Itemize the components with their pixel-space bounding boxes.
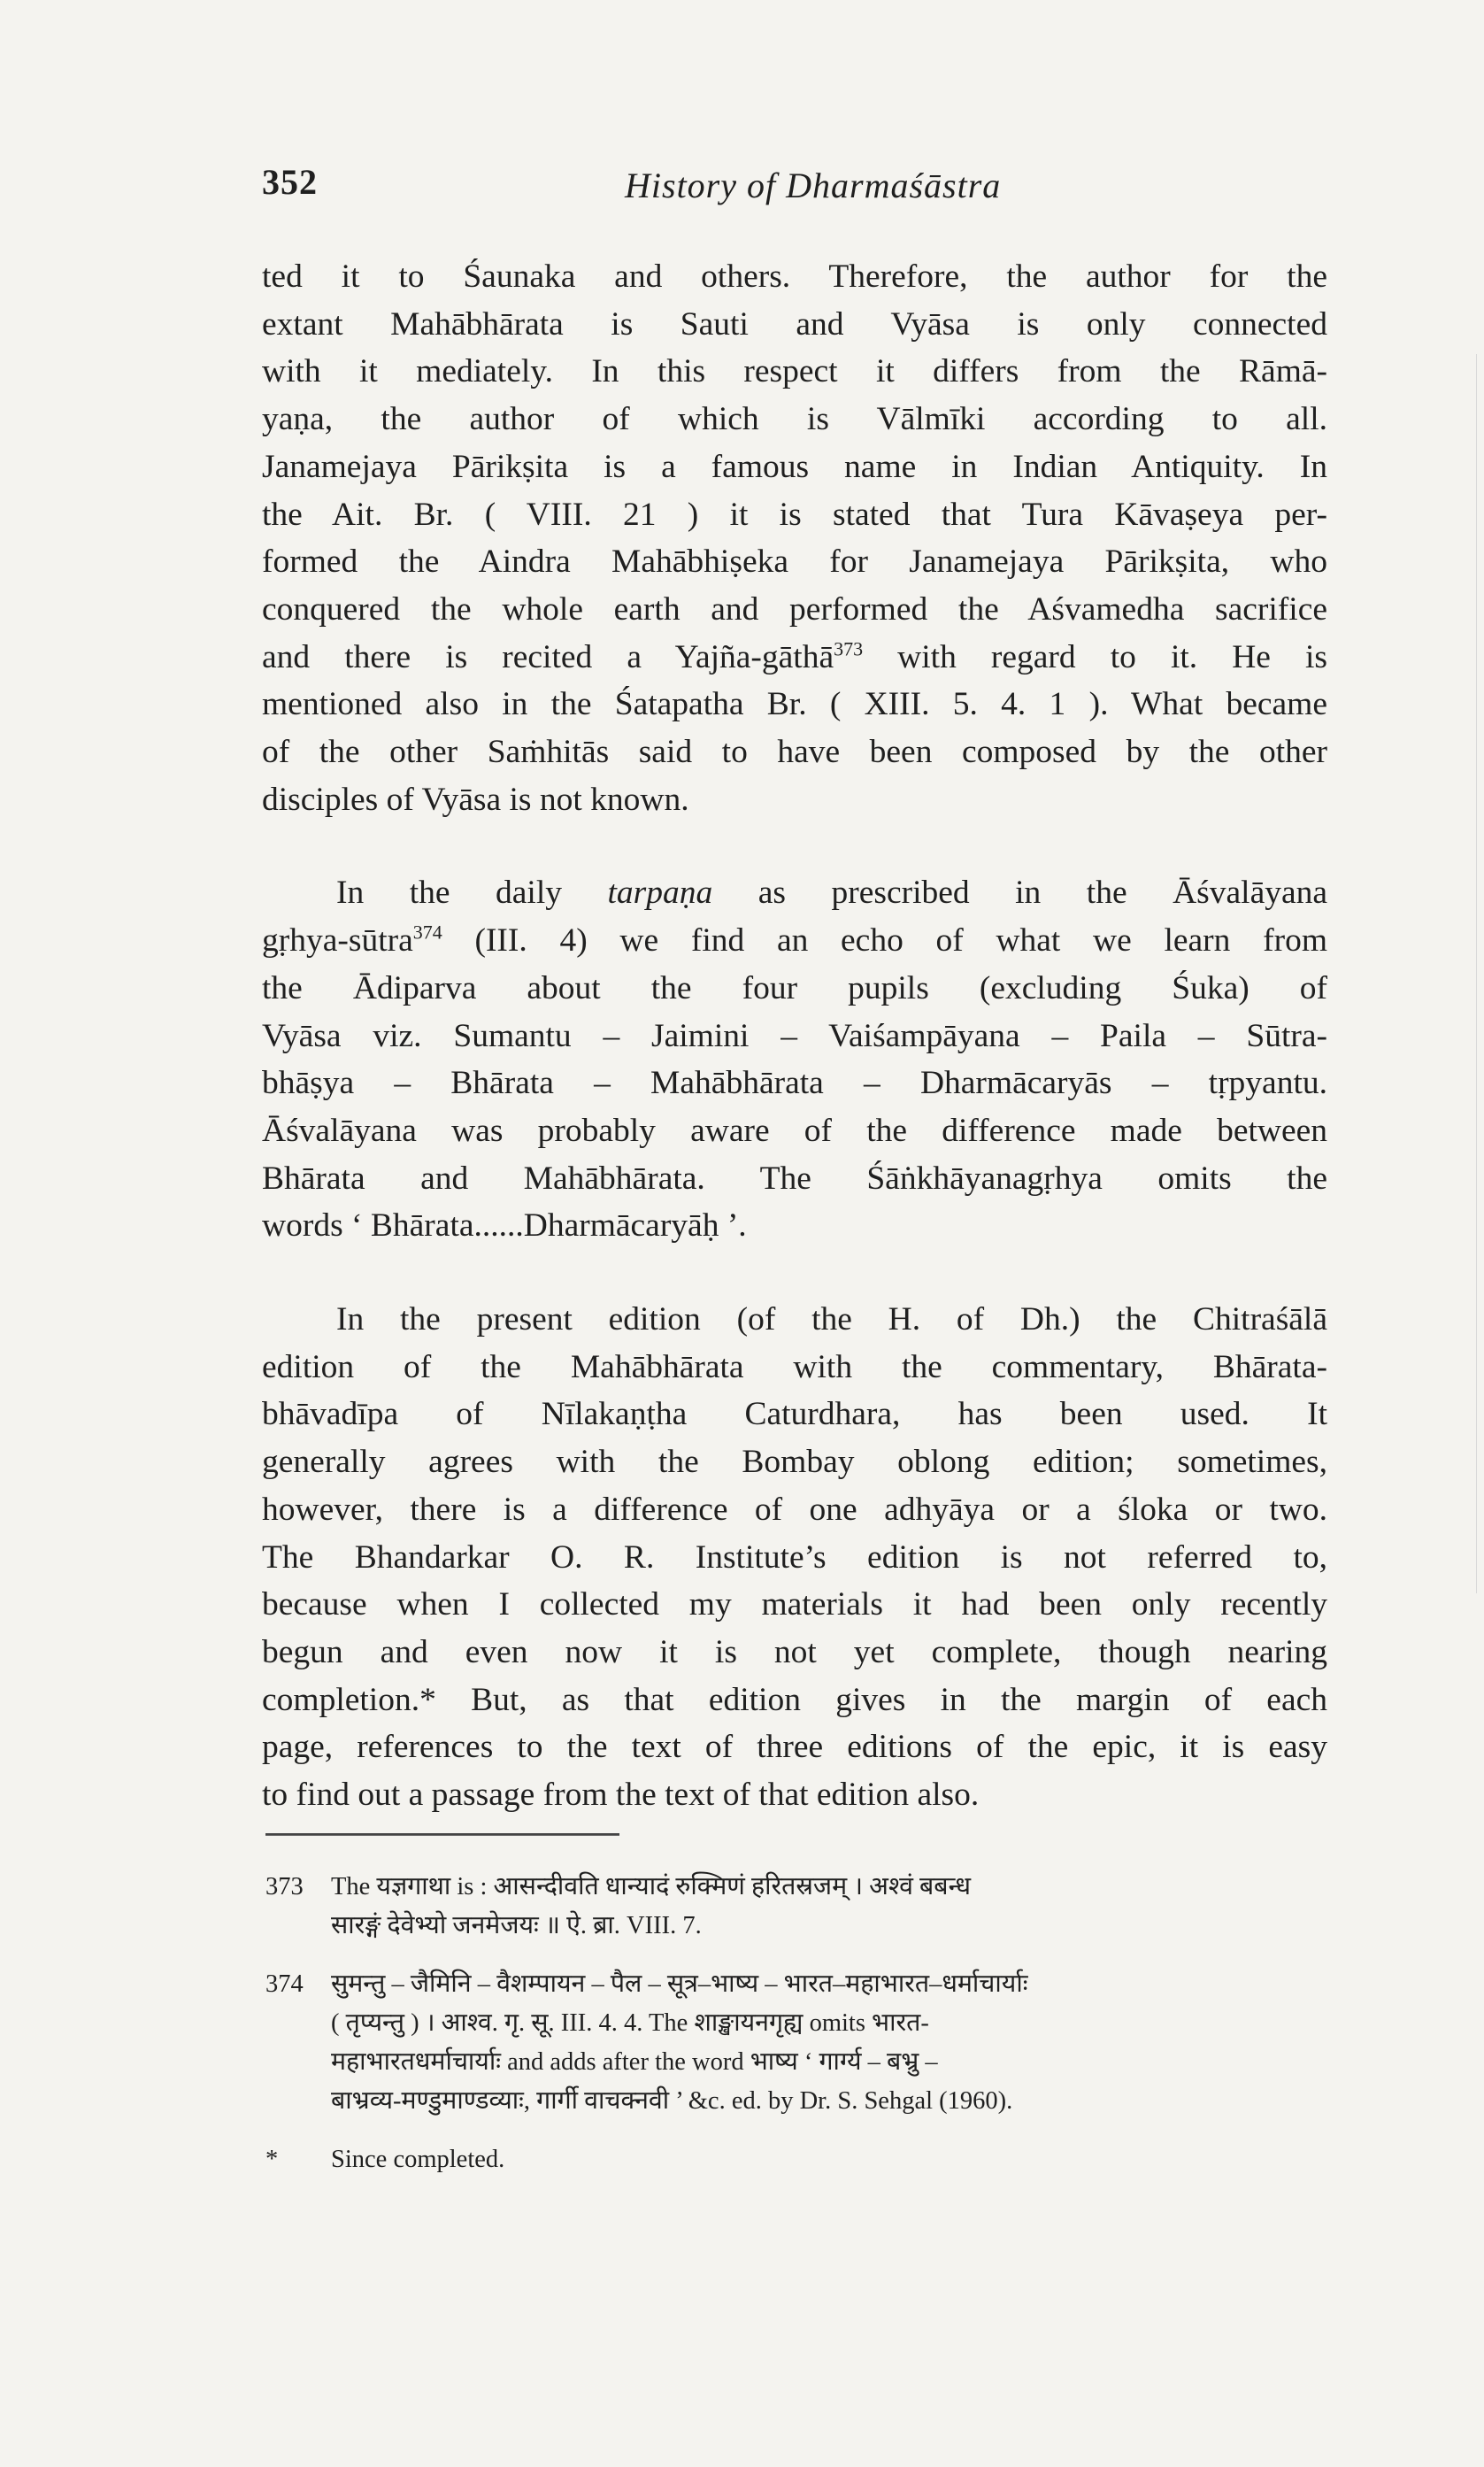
- text-line: Āśvalāyana was probably aware of the difference made between: [262, 1112, 1327, 1149]
- text-line: Bhārata and Mahābhārata. The Śāṅkhāyanagṛhya omits the: [262, 1160, 1327, 1197]
- text-line: disciples of Vyāsa is not known.: [262, 781, 689, 818]
- footnote-ref-374[interactable]: 374: [412, 921, 442, 944]
- text-line: Vyāsa viz. Sumantu – Jaimini – Vaiśampāyana – Paila – Sūtra-: [262, 1017, 1327, 1054]
- text-line: extant Mahābhārata is Sauti and Vyāsa is only connected: [262, 305, 1327, 343]
- text-fragment: (III. 4) we find an echo of what we learn from: [442, 922, 1327, 960]
- text-line: words ‘ Bhārata......Dharmācaryāḥ ’.: [262, 1207, 747, 1245]
- text-line: bhāṣya – Bhārata – Mahābhārata – Dharmācaryās – tṛpyantu.: [262, 1065, 1327, 1102]
- text-fragment: In the daily: [336, 875, 608, 912]
- text-line: of the other Saṁhitās said to have been composed by the other: [262, 734, 1327, 771]
- footnote-separator: [265, 1833, 619, 1836]
- footnote-373: [265, 1868, 1331, 1946]
- footnote-line: महाभारतधर्माचार्याः and adds after the word भाष्य ‘ गार्ग्य – बभ्रु –: [331, 2048, 938, 2076]
- text-line: with it mediately. In this respect it differs from the Rāmā-: [262, 353, 1327, 390]
- text-line: The Bhandarkar O. R. Institute’s edition is not referred to,: [262, 1538, 1327, 1576]
- page-header: [262, 161, 1327, 214]
- text-line: yaṇa, the author of which is Vālmīki according to all.: [262, 401, 1327, 438]
- text-line: begun and even now it is not yet complete, though nearing: [262, 1633, 1327, 1670]
- text-line: completion.* But, as that edition gives in the margin of each: [262, 1681, 1327, 1718]
- footnote-line: Since completed.: [331, 2146, 505, 2173]
- footnote-line: बाभ्रव्य-मण्डुमाण्डव्याः, गार्गी वाचक्नवी ’ &c. ed. by Dr. S. Sehgal (1960).: [331, 2087, 1013, 2115]
- text-line: mentioned also in the Śatapatha Br. ( XIII. 5. 4. 1 ). What became: [262, 686, 1327, 723]
- footnote-text: [331, 1868, 1331, 1946]
- text-fragment: with regard to it. He is: [863, 638, 1328, 675]
- text-line: In the present edition (of the H. of Dh.) the Chitraśālā: [336, 1301, 1327, 1338]
- text-line: however, there is a difference of one adhyāya or a śloka or two.: [262, 1491, 1327, 1528]
- paragraph-2: [262, 869, 1327, 1250]
- text-fragment: gṛhya-sūtra: [262, 922, 413, 960]
- text-line: [262, 634, 1327, 682]
- text-line: edition of the Mahābhārata with the commentary, Bhārata-: [262, 1348, 1327, 1385]
- footnote-line: सारङ्गं देवेभ्यो जनमेजयः ॥ ऐ. ब्रा. VIII. 7.: [331, 1912, 702, 1939]
- footnote-ref-373[interactable]: 373: [834, 637, 864, 660]
- footnote-marker: 373: [265, 1873, 304, 1900]
- text-line: ted it to Śaunaka and others. Therefore, the author for the: [262, 258, 1327, 295]
- running-title: History of Dharmaśāstra: [625, 166, 1002, 205]
- scan-edge-line: [1476, 354, 1477, 1593]
- text-line: the Ādiparva about the four pupils (excluding Śuka) of: [262, 969, 1327, 1006]
- footnote-line: ( तृप्यन्तु ) । आश्व. गृ. सू. III. 4. 4. The शाङ्खायनगृह्य omits भारत-: [331, 2009, 929, 2037]
- text-line: bhāvadīpa of Nīlakaṇṭha Caturdhara, has been used. It: [262, 1396, 1327, 1433]
- text-line: to find out a passage from the text of that edition also.: [262, 1777, 980, 1814]
- page-number: 352: [262, 162, 318, 202]
- text-line: page, references to the text of three editions of the epic, it is easy: [262, 1729, 1327, 1766]
- text-line: formed the Aindra Mahābhiṣeka for Janamejaya Pārikṣita, who: [262, 544, 1327, 581]
- text-fragment: and there is recited a Yajña-gāthā: [262, 638, 834, 675]
- paragraph-1: [262, 253, 1327, 823]
- text-line: the Ait. Br. ( VIII. 21 ) it is stated that Tura Kāvaṣeya per-: [262, 496, 1327, 533]
- text-line: conquered the whole earth and performed the Aśvamedha sacrifice: [262, 590, 1327, 628]
- paragraph-3: [262, 1296, 1327, 1819]
- text-line: generally agrees with the Bombay oblong edition; sometimes,: [262, 1444, 1327, 1481]
- footnotes: [265, 1868, 1331, 2199]
- footnote-line: सुमन्तु – जैमिनि – वैशम्पायन – पैल – सूत्र–भाष्य – भारत–महाभारत–धर्माचार्याः: [331, 1970, 1028, 1998]
- italic-term: tarpaṇa: [607, 875, 713, 912]
- footnote-marker: *: [265, 2146, 279, 2173]
- footnote-374: [265, 1965, 1331, 2121]
- text-line: [262, 917, 1327, 965]
- footnote-asterisk: [265, 2140, 1331, 2179]
- main-text: [262, 253, 1327, 1819]
- text-line: because when I collected my materials it had been only recently: [262, 1586, 1327, 1623]
- text-line: Janamejaya Pārikṣita is a famous name in Indian Antiquity. In: [262, 448, 1327, 485]
- footnote-line: The यज्ञगाथा is : आसन्दीवति धान्यादं रुक्मिणं हरितस्रजम् । अश्वं बबन्ध: [331, 1873, 972, 1900]
- footnote-marker: 374: [265, 1970, 304, 1998]
- footnote-text: [331, 2140, 1331, 2179]
- text-fragment: as prescribed in the Āśvalāyana: [712, 875, 1327, 912]
- footnote-text: [331, 1965, 1331, 2121]
- text-line: [262, 869, 1327, 917]
